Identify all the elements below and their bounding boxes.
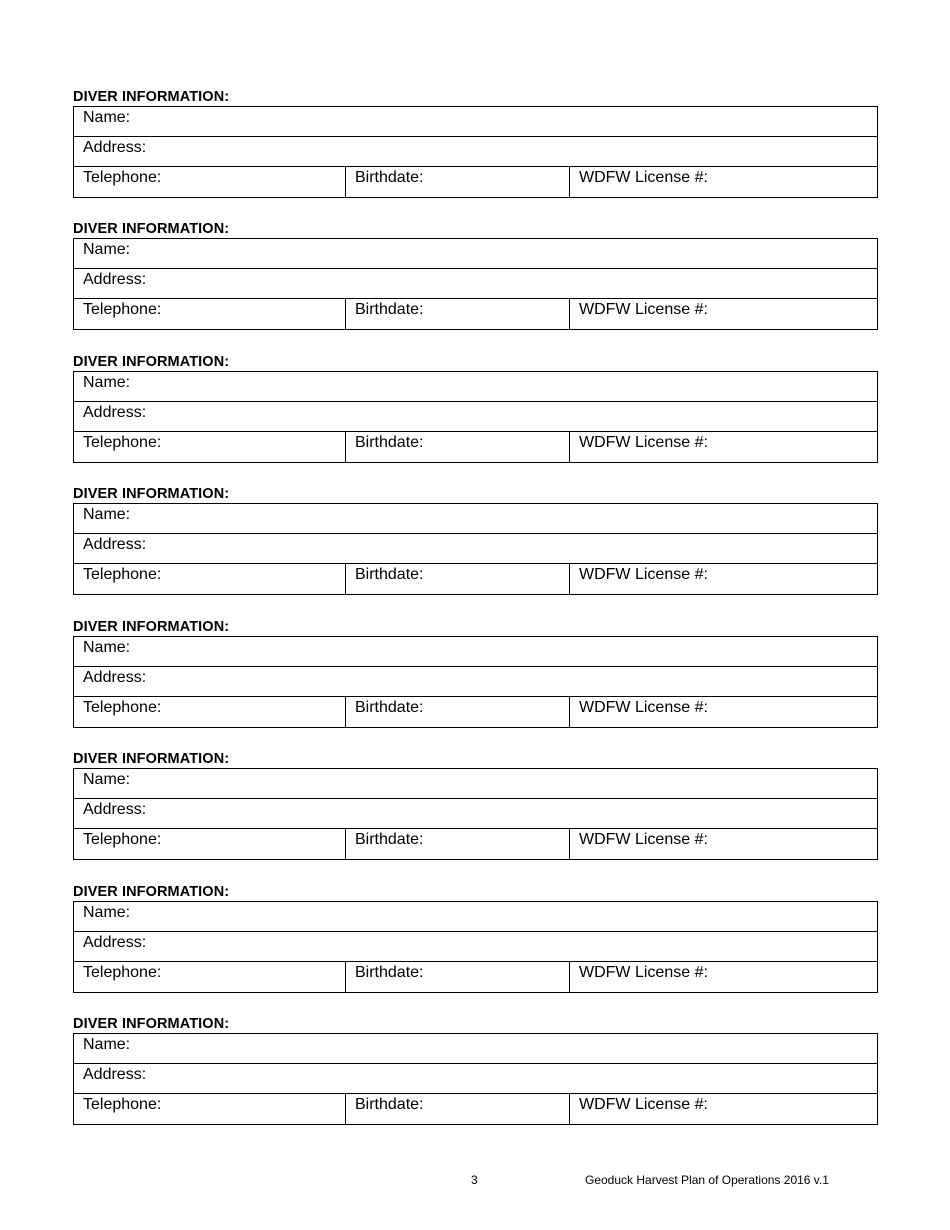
diver-form-box: [73, 371, 878, 463]
section-heading: DIVER INFORMATION:: [73, 884, 230, 900]
contact-row: [74, 167, 877, 197]
name-row: [74, 372, 877, 402]
wdfw-license-field[interactable]: WDFW License #:: [579, 1096, 708, 1113]
diver-form-box: [73, 238, 878, 330]
name-field[interactable]: Name:: [83, 241, 131, 258]
name-row: [74, 902, 877, 932]
telephone-field[interactable]: Telephone:: [74, 962, 346, 992]
contact-row: [74, 432, 877, 462]
section-heading: DIVER INFORMATION:: [73, 221, 230, 237]
name-row: [74, 769, 877, 799]
birthdate-field[interactable]: Birthdate:: [346, 564, 570, 594]
address-field[interactable]: Address:: [83, 801, 147, 818]
wdfw-license-field[interactable]: WDFW License #:: [579, 699, 708, 716]
diver-form-box: [73, 768, 878, 860]
address-row: [74, 137, 877, 167]
address-row: [74, 269, 877, 299]
wdfw-license-field[interactable]: WDFW License #:: [579, 964, 708, 981]
footer-document-title: Geoduck Harvest Plan of Operations 2016 v.1: [585, 1173, 829, 1187]
wdfw-license-field[interactable]: WDFW License #:: [579, 566, 708, 583]
name-field[interactable]: Name:: [83, 506, 131, 523]
contact-row: [74, 299, 877, 329]
birthdate-field[interactable]: Birthdate:: [346, 829, 570, 859]
contact-row: [74, 697, 877, 727]
diver-form-box: [73, 636, 878, 728]
address-row: [74, 1064, 877, 1094]
name-field[interactable]: Name:: [83, 639, 131, 656]
address-field[interactable]: Address:: [83, 536, 147, 553]
address-field[interactable]: Address:: [83, 271, 147, 288]
telephone-field[interactable]: Telephone:: [74, 167, 346, 197]
telephone-field[interactable]: Telephone:: [74, 829, 346, 859]
section-heading: DIVER INFORMATION:: [73, 619, 230, 635]
wdfw-license-field[interactable]: WDFW License #:: [579, 301, 708, 318]
contact-row: [74, 829, 877, 859]
telephone-field[interactable]: Telephone:: [74, 697, 346, 727]
address-field[interactable]: Address:: [83, 1066, 147, 1083]
name-field[interactable]: Name:: [83, 109, 131, 126]
birthdate-field[interactable]: Birthdate:: [346, 167, 570, 197]
name-field[interactable]: Name:: [83, 1036, 131, 1053]
telephone-field[interactable]: Telephone:: [74, 564, 346, 594]
name-field[interactable]: Name:: [83, 904, 131, 921]
section-heading: DIVER INFORMATION:: [73, 486, 230, 502]
wdfw-license-field[interactable]: WDFW License #:: [579, 434, 708, 451]
contact-row: [74, 564, 877, 594]
name-row: [74, 107, 877, 137]
birthdate-field[interactable]: Birthdate:: [346, 1094, 570, 1124]
address-row: [74, 667, 877, 697]
section-heading: DIVER INFORMATION:: [73, 354, 230, 370]
wdfw-license-field[interactable]: WDFW License #:: [579, 169, 708, 186]
address-row: [74, 402, 877, 432]
address-row: [74, 799, 877, 829]
name-row: [74, 1034, 877, 1064]
contact-row: [74, 1094, 877, 1124]
wdfw-license-field[interactable]: WDFW License #:: [579, 831, 708, 848]
address-field[interactable]: Address:: [83, 934, 147, 951]
birthdate-field[interactable]: Birthdate:: [346, 299, 570, 329]
page-number: 3: [471, 1173, 478, 1187]
section-heading: DIVER INFORMATION:: [73, 751, 230, 767]
name-row: [74, 637, 877, 667]
contact-row: [74, 962, 877, 992]
address-field[interactable]: Address:: [83, 669, 147, 686]
telephone-field[interactable]: Telephone:: [74, 299, 346, 329]
telephone-field[interactable]: Telephone:: [74, 1094, 346, 1124]
birthdate-field[interactable]: Birthdate:: [346, 697, 570, 727]
diver-form-box: [73, 1033, 878, 1125]
name-row: [74, 239, 877, 269]
diver-form-box: [73, 106, 878, 198]
name-row: [74, 504, 877, 534]
address-row: [74, 534, 877, 564]
birthdate-field[interactable]: Birthdate:: [346, 432, 570, 462]
address-field[interactable]: Address:: [83, 139, 147, 156]
address-field[interactable]: Address:: [83, 404, 147, 421]
diver-form-box: [73, 503, 878, 595]
diver-form-box: [73, 901, 878, 993]
name-field[interactable]: Name:: [83, 374, 131, 391]
section-heading: DIVER INFORMATION:: [73, 89, 230, 105]
address-row: [74, 932, 877, 962]
section-heading: DIVER INFORMATION:: [73, 1016, 230, 1032]
telephone-field[interactable]: Telephone:: [74, 432, 346, 462]
birthdate-field[interactable]: Birthdate:: [346, 962, 570, 992]
name-field[interactable]: Name:: [83, 771, 131, 788]
